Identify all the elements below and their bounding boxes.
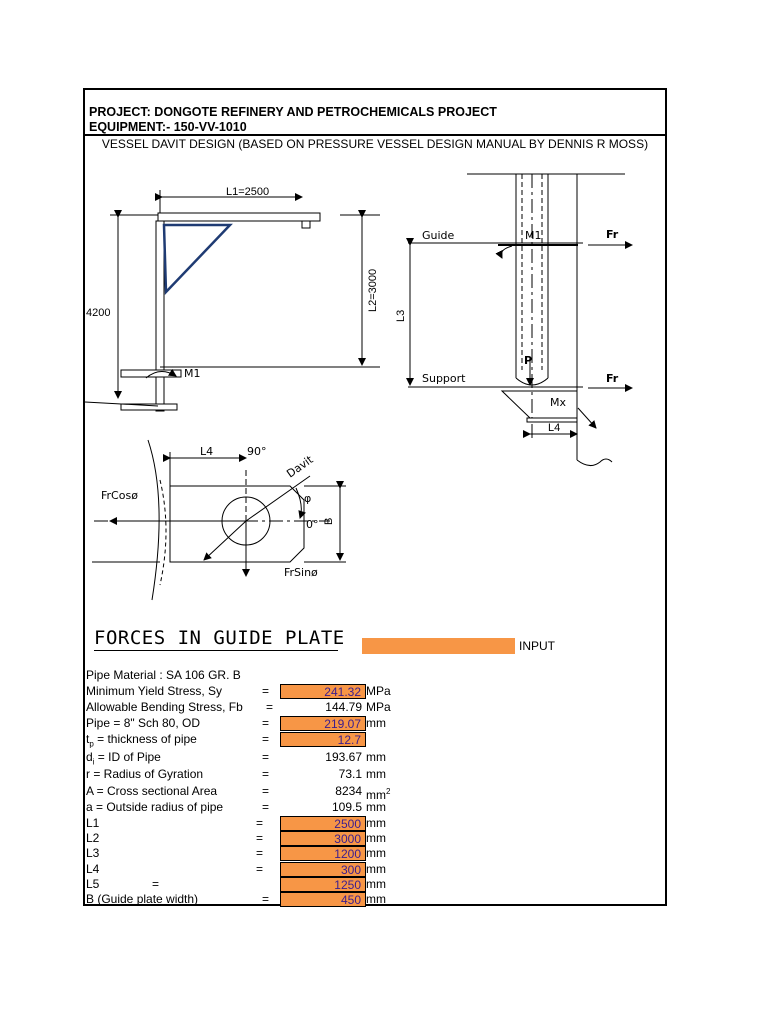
equals-sign: =: [256, 831, 264, 845]
param-row: [86, 877, 406, 892]
equals-sign: =: [152, 877, 160, 891]
forces-section-title: FORCES IN GUIDE PLATE: [94, 627, 345, 649]
param-label: Minimum Yield Stress, Sy: [86, 684, 223, 698]
unit-label: mm: [366, 750, 386, 764]
equals-sign: =: [262, 732, 270, 746]
param-label: a = Outside radius of pipe: [86, 800, 224, 814]
computed-value-cell: 73.1: [338, 767, 362, 781]
input-value-cell[interactable]: 241.32: [280, 684, 366, 699]
pipe-material-row: [86, 668, 406, 683]
param-label: r = Radius of Gyration: [86, 767, 204, 781]
equals-sign: =: [262, 750, 270, 764]
unit-label: mm: [366, 767, 386, 781]
param-label: L3: [86, 846, 100, 860]
unit-label: mm: [366, 846, 386, 860]
param-row: [86, 732, 406, 747]
plate-l4-label: L4: [200, 445, 214, 458]
unit-label: mm: [366, 877, 386, 891]
guide-label: Guide: [422, 229, 455, 242]
input-value-cell[interactable]: 219.07: [280, 716, 366, 731]
unit-label: MPa: [366, 684, 391, 698]
davit-l1-label: L1=2500: [226, 186, 270, 198]
support-label: Support: [422, 372, 466, 385]
unit-label: mm: [366, 816, 386, 830]
input-value-cell[interactable]: 1200: [280, 846, 366, 861]
angle-90-label: 90°: [247, 445, 267, 458]
p-label: P: [524, 354, 533, 367]
param-label: Pipe = 8" Sch 80, OD: [86, 716, 200, 730]
computed-value-cell: 8234: [335, 784, 362, 798]
fr-top-label: Fr: [606, 228, 619, 241]
l3-label: L3: [395, 309, 407, 322]
equals-sign: =: [256, 862, 264, 876]
unit-label: mm: [366, 862, 386, 876]
phi-label: φ: [304, 492, 312, 505]
input-value-cell[interactable]: 12.7: [280, 732, 366, 747]
guide-support-sketch: [395, 174, 632, 466]
param-row: [86, 750, 406, 765]
unit-label: mm: [366, 716, 386, 730]
unit-label: $mm^2$: [366, 787, 391, 802]
guide-plate-sketch: [92, 440, 346, 600]
param-label: $d_i$ = ID of Pipe: [86, 750, 161, 767]
davit-m1-label: M1: [184, 367, 201, 380]
input-legend-label: INPUT: [519, 639, 555, 653]
davit-angle-label: Davit: [284, 453, 316, 481]
fr-bottom-label: Fr: [606, 372, 619, 385]
frsin-label: FrSinø: [284, 566, 318, 579]
param-row: [86, 862, 406, 877]
param-row: [86, 784, 406, 802]
equals-sign: =: [262, 892, 270, 906]
param-row: [86, 816, 406, 831]
project-title: PROJECT: DONGOTE REFINERY AND PETROCHEMICALS PROJECT: [89, 105, 497, 119]
mx-label: Mx: [550, 396, 567, 409]
input-value-cell[interactable]: 3000: [280, 831, 366, 846]
param-label: L5: [86, 877, 100, 891]
equals-sign: =: [262, 716, 270, 730]
computed-value-cell: 144.79: [325, 700, 362, 714]
computed-value-cell: 109.5: [331, 800, 362, 814]
equals-sign: =: [262, 767, 270, 781]
param-label: $t_p$ = thickness of pipe: [86, 732, 197, 749]
guide-l4-label: L4: [548, 422, 561, 434]
param-label: L1: [86, 816, 100, 830]
equals-sign: =: [256, 846, 264, 860]
equals-sign: =: [262, 684, 270, 698]
param-row: [86, 800, 406, 815]
guide-m1-label: M1: [525, 229, 542, 242]
param-label: A = Cross sectional Area: [86, 784, 218, 798]
equals-sign: =: [266, 700, 274, 714]
input-value-cell[interactable]: 2500: [280, 816, 366, 831]
input-value-cell[interactable]: 450: [280, 892, 366, 907]
input-legend-swatch: [362, 638, 515, 654]
equals-sign: =: [256, 816, 264, 830]
forces-title-underline: [94, 650, 338, 651]
param-row: [86, 767, 406, 782]
computed-value-cell: 193.67: [325, 750, 362, 764]
param-row: [86, 684, 406, 699]
equipment-title: EQUIPMENT:- 150-VV-1010: [89, 120, 247, 134]
sheet-subtitle: VESSEL DAVIT DESIGN (BASED ON PRESSURE VESSEL DESIGN MANUAL BY DENNIS R MOSS): [101, 137, 649, 151]
zero-angle-label: 0°: [306, 518, 319, 531]
equals-sign: =: [262, 800, 270, 814]
param-row: [86, 831, 406, 846]
unit-label: mm: [366, 831, 386, 845]
param-label: L2: [86, 831, 100, 845]
param-row: [86, 892, 406, 907]
b-dim-label: B: [323, 517, 335, 525]
param-label: B (Guide plate width): [86, 892, 199, 906]
param-row: [86, 700, 406, 715]
unit-label: mm: [366, 800, 386, 814]
param-row: [86, 846, 406, 861]
param-label: Allowable Bending Stress, Fb: [86, 700, 243, 714]
param-row: [86, 716, 406, 731]
davit-height-label: 4200: [86, 307, 111, 319]
davit-l2-label: L2=3000: [367, 268, 379, 312]
frcos-label: FrCosø: [101, 489, 138, 502]
unit-label: mm: [366, 892, 386, 906]
input-value-cell[interactable]: 300: [280, 862, 366, 877]
equals-sign: =: [262, 784, 270, 798]
davit-sketch: [85, 186, 380, 411]
param-label: L4: [86, 862, 100, 876]
pipe-material-label: Pipe Material : SA 106 GR. B: [86, 668, 241, 682]
input-value-cell[interactable]: 1250: [280, 877, 366, 892]
unit-label: MPa: [366, 700, 391, 714]
